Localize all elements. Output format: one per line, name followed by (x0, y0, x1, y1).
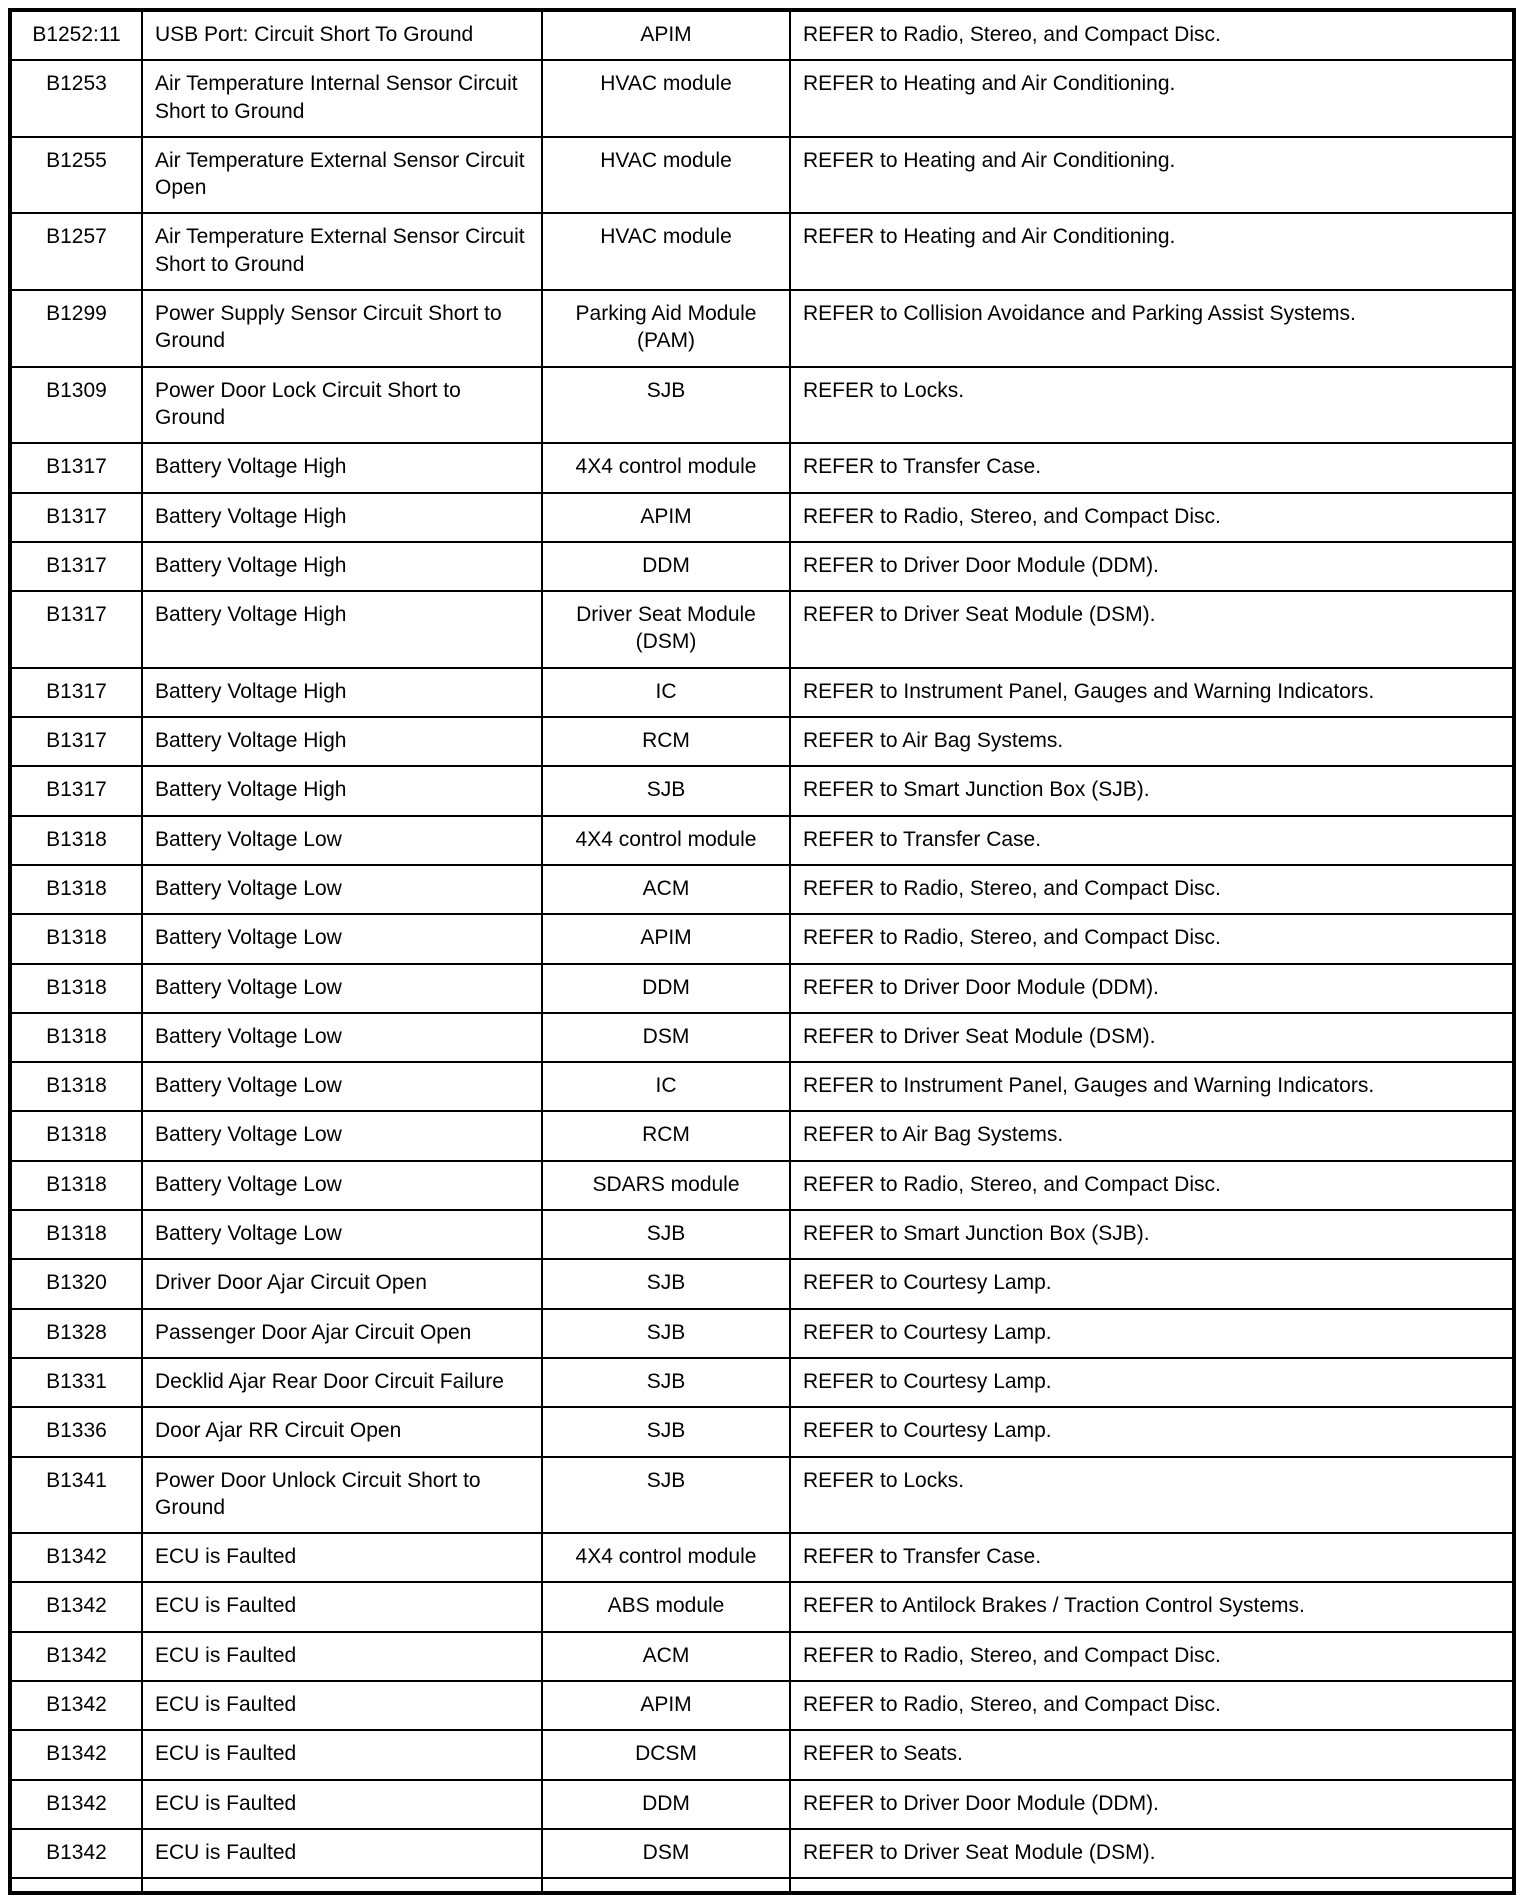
dtc-action-cell: REFER to Collision Avoidance and Parking Assist Systems. (790, 290, 1514, 367)
dtc-action-cell: REFER to Radio, Stereo, and Compact Disc. (790, 10, 1514, 60)
dtc-code-cell: B1318 (10, 1013, 142, 1062)
dtc-action-cell: REFER to Smart Junction Box (SJB). (790, 766, 1514, 815)
dtc-action-cell: REFER to Seats. (790, 1730, 1514, 1779)
dtc-module-cell: SJB (542, 1358, 790, 1407)
dtc-description-cell: Power Door Unlock Circuit Short to Ground (142, 1457, 542, 1534)
dtc-description-cell: Battery Voltage High (142, 542, 542, 591)
dtc-description-cell: ECU is Faulted (142, 1582, 542, 1631)
dtc-description-cell: Battery Voltage High (142, 591, 542, 668)
partial-cutoff-row (10, 1878, 1514, 1893)
table-row (10, 1161, 1514, 1210)
dtc-description-cell: Battery Voltage Low (142, 865, 542, 914)
table-row (10, 1407, 1514, 1456)
dtc-action-cell: REFER to Instrument Panel, Gauges and Warning Indicators. (790, 1062, 1514, 1111)
dtc-module-cell: SJB (542, 1259, 790, 1308)
table-row (10, 290, 1514, 367)
dtc-action-cell: REFER to Radio, Stereo, and Compact Disc. (790, 865, 1514, 914)
dtc-module-cell: IC (542, 668, 790, 717)
dtc-description-cell: Battery Voltage Low (142, 1210, 542, 1259)
table-row (10, 914, 1514, 963)
dtc-description-cell: Driver Door Ajar Circuit Open (142, 1259, 542, 1308)
dtc-action-cell: REFER to Courtesy Lamp. (790, 1407, 1514, 1456)
dtc-action-cell: REFER to Driver Door Module (DDM). (790, 1780, 1514, 1829)
dtc-code-cell: B1253 (10, 60, 142, 137)
table-row (10, 766, 1514, 815)
dtc-code-cell: B1342 (10, 1829, 142, 1878)
dtc-description-cell: Passenger Door Ajar Circuit Open (142, 1309, 542, 1358)
dtc-code-cell: B1309 (10, 367, 142, 444)
dtc-module-cell: 4X4 control module (542, 443, 790, 492)
dtc-code-cell: B1317 (10, 542, 142, 591)
table-row (10, 542, 1514, 591)
dtc-description-cell: Battery Voltage Low (142, 816, 542, 865)
dtc-action-cell: REFER to Transfer Case. (790, 1533, 1514, 1582)
dtc-action-cell: REFER to Driver Seat Module (DSM). (790, 1013, 1514, 1062)
dtc-module-cell: SJB (542, 1457, 790, 1534)
dtc-module-cell: DCSM (542, 1730, 790, 1779)
dtc-description-cell: Battery Voltage High (142, 766, 542, 815)
table-row (10, 717, 1514, 766)
dtc-action-cell: REFER to Radio, Stereo, and Compact Disc. (790, 914, 1514, 963)
table-row (10, 1632, 1514, 1681)
dtc-description-cell: ECU is Faulted (142, 1730, 542, 1779)
dtc-description-cell: Air Temperature External Sensor Circuit Short to Ground (142, 213, 542, 290)
dtc-module-cell: SJB (542, 1407, 790, 1456)
dtc-action-cell: REFER to Courtesy Lamp. (790, 1309, 1514, 1358)
dtc-description-cell: Battery Voltage Low (142, 1161, 542, 1210)
table-row (10, 493, 1514, 542)
dtc-action-cell: REFER to Radio, Stereo, and Compact Disc. (790, 1161, 1514, 1210)
empty-cell (790, 1878, 1514, 1893)
dtc-description-cell: Door Ajar RR Circuit Open (142, 1407, 542, 1456)
dtc-description-cell: Decklid Ajar Rear Door Circuit Failure (142, 1358, 542, 1407)
dtc-code-cell: B1336 (10, 1407, 142, 1456)
dtc-module-cell: 4X4 control module (542, 816, 790, 865)
dtc-action-cell: REFER to Heating and Air Conditioning. (790, 60, 1514, 137)
dtc-description-cell: ECU is Faulted (142, 1681, 542, 1730)
dtc-code-cell: B1317 (10, 443, 142, 492)
dtc-module-cell: IC (542, 1062, 790, 1111)
table-row (10, 816, 1514, 865)
dtc-description-cell: ECU is Faulted (142, 1829, 542, 1878)
dtc-code-cell: B1342 (10, 1730, 142, 1779)
dtc-code-cell: B1318 (10, 914, 142, 963)
dtc-description-cell: Battery Voltage High (142, 493, 542, 542)
dtc-action-cell: REFER to Air Bag Systems. (790, 1111, 1514, 1160)
dtc-code-cell: B1318 (10, 1161, 142, 1210)
dtc-code-cell: B1318 (10, 1210, 142, 1259)
dtc-module-cell: 4X4 control module (542, 1533, 790, 1582)
dtc-code-cell: B1328 (10, 1309, 142, 1358)
dtc-module-cell: Driver Seat Module (DSM) (542, 591, 790, 668)
dtc-module-cell: ABS module (542, 1582, 790, 1631)
dtc-description-cell: ECU is Faulted (142, 1632, 542, 1681)
dtc-code-cell: B1342 (10, 1681, 142, 1730)
dtc-code-cell: B1255 (10, 137, 142, 214)
dtc-code-cell: B1318 (10, 1062, 142, 1111)
empty-cell (142, 1878, 542, 1893)
dtc-code-cell: B1320 (10, 1259, 142, 1308)
dtc-code-cell: B1341 (10, 1457, 142, 1534)
table-row (10, 1259, 1514, 1308)
dtc-module-cell: SJB (542, 367, 790, 444)
dtc-module-cell: Parking Aid Module (PAM) (542, 290, 790, 367)
dtc-action-cell: REFER to Driver Door Module (DDM). (790, 542, 1514, 591)
dtc-description-cell: Battery Voltage Low (142, 1062, 542, 1111)
dtc-description-cell: Battery Voltage High (142, 668, 542, 717)
dtc-code-cell: B1342 (10, 1632, 142, 1681)
dtc-action-cell: REFER to Courtesy Lamp. (790, 1358, 1514, 1407)
dtc-description-cell: Battery Voltage High (142, 443, 542, 492)
dtc-table-body (10, 10, 1514, 1893)
table-row (10, 1210, 1514, 1259)
table-row (10, 1582, 1514, 1631)
dtc-code-cell: B1342 (10, 1582, 142, 1631)
dtc-module-cell: HVAC module (542, 213, 790, 290)
dtc-code-cell: B1299 (10, 290, 142, 367)
dtc-module-cell: SJB (542, 1309, 790, 1358)
dtc-description-cell: Air Temperature External Sensor Circuit Open (142, 137, 542, 214)
dtc-code-cell: B1318 (10, 816, 142, 865)
table-row (10, 443, 1514, 492)
table-row (10, 1309, 1514, 1358)
table-row (10, 213, 1514, 290)
dtc-module-cell: DDM (542, 1780, 790, 1829)
dtc-description-cell: Power Supply Sensor Circuit Short to Ground (142, 290, 542, 367)
dtc-description-cell: Battery Voltage Low (142, 964, 542, 1013)
table-row (10, 137, 1514, 214)
table-row (10, 60, 1514, 137)
empty-cell (10, 1878, 142, 1893)
dtc-action-cell: REFER to Heating and Air Conditioning. (790, 213, 1514, 290)
dtc-module-cell: RCM (542, 717, 790, 766)
dtc-description-cell: ECU is Faulted (142, 1780, 542, 1829)
table-row (10, 1111, 1514, 1160)
dtc-action-cell: REFER to Radio, Stereo, and Compact Disc. (790, 1632, 1514, 1681)
dtc-code-cell: B1342 (10, 1533, 142, 1582)
dtc-action-cell: REFER to Smart Junction Box (SJB). (790, 1210, 1514, 1259)
dtc-action-cell: REFER to Locks. (790, 367, 1514, 444)
dtc-code-cell: B1252:11 (10, 10, 142, 60)
table-row (10, 1829, 1514, 1878)
table-row (10, 591, 1514, 668)
table-row (10, 1730, 1514, 1779)
dtc-description-cell: Air Temperature Internal Sensor Circuit Short to Ground (142, 60, 542, 137)
dtc-code-cell: B1317 (10, 493, 142, 542)
dtc-action-cell: REFER to Locks. (790, 1457, 1514, 1534)
dtc-action-cell: REFER to Antilock Brakes / Traction Control Systems. (790, 1582, 1514, 1631)
dtc-module-cell: SDARS module (542, 1161, 790, 1210)
dtc-action-cell: REFER to Transfer Case. (790, 816, 1514, 865)
table-row (10, 865, 1514, 914)
dtc-code-cell: B1317 (10, 591, 142, 668)
dtc-description-cell: Battery Voltage Low (142, 1111, 542, 1160)
dtc-module-cell: DDM (542, 542, 790, 591)
dtc-action-cell: REFER to Driver Seat Module (DSM). (790, 591, 1514, 668)
dtc-code-cell: B1318 (10, 1111, 142, 1160)
table-row (10, 1681, 1514, 1730)
table-row (10, 1062, 1514, 1111)
dtc-module-cell: HVAC module (542, 137, 790, 214)
table-row (10, 1533, 1514, 1582)
table-row (10, 964, 1514, 1013)
table-row (10, 1780, 1514, 1829)
dtc-module-cell: ACM (542, 865, 790, 914)
table-row (10, 1358, 1514, 1407)
dtc-module-cell: APIM (542, 10, 790, 60)
dtc-module-cell: APIM (542, 493, 790, 542)
dtc-description-cell: USB Port: Circuit Short To Ground (142, 10, 542, 60)
dtc-module-cell: DDM (542, 964, 790, 1013)
dtc-action-cell: REFER to Radio, Stereo, and Compact Disc. (790, 1681, 1514, 1730)
dtc-description-cell: Power Door Lock Circuit Short to Ground (142, 367, 542, 444)
dtc-module-cell: APIM (542, 914, 790, 963)
dtc-code-cell: B1317 (10, 717, 142, 766)
dtc-code-cell: B1331 (10, 1358, 142, 1407)
dtc-action-cell: REFER to Driver Door Module (DDM). (790, 964, 1514, 1013)
dtc-action-cell: REFER to Courtesy Lamp. (790, 1259, 1514, 1308)
table-row (10, 1457, 1514, 1534)
dtc-module-cell: HVAC module (542, 60, 790, 137)
dtc-module-cell: ACM (542, 1632, 790, 1681)
dtc-action-cell: REFER to Heating and Air Conditioning. (790, 137, 1514, 214)
dtc-action-cell: REFER to Transfer Case. (790, 443, 1514, 492)
table-row (10, 1013, 1514, 1062)
dtc-description-cell: ECU is Faulted (142, 1533, 542, 1582)
dtc-code-cell: B1317 (10, 766, 142, 815)
dtc-description-cell: Battery Voltage High (142, 717, 542, 766)
dtc-module-cell: SJB (542, 1210, 790, 1259)
dtc-module-cell: RCM (542, 1111, 790, 1160)
dtc-description-cell: Battery Voltage Low (142, 914, 542, 963)
table-row (10, 367, 1514, 444)
dtc-module-cell: SJB (542, 766, 790, 815)
dtc-action-cell: REFER to Instrument Panel, Gauges and Warning Indicators. (790, 668, 1514, 717)
dtc-code-cell: B1317 (10, 668, 142, 717)
dtc-module-cell: DSM (542, 1013, 790, 1062)
dtc-module-cell: APIM (542, 1681, 790, 1730)
dtc-code-cell: B1257 (10, 213, 142, 290)
empty-cell (542, 1878, 790, 1893)
dtc-code-cell: B1318 (10, 865, 142, 914)
table-row (10, 10, 1514, 60)
dtc-action-cell: REFER to Driver Seat Module (DSM). (790, 1829, 1514, 1878)
table-row (10, 668, 1514, 717)
dtc-module-cell: DSM (542, 1829, 790, 1878)
dtc-code-cell: B1318 (10, 964, 142, 1013)
dtc-action-cell: REFER to Radio, Stereo, and Compact Disc. (790, 493, 1514, 542)
dtc-action-cell: REFER to Air Bag Systems. (790, 717, 1514, 766)
dtc-description-cell: Battery Voltage Low (142, 1013, 542, 1062)
dtc-code-cell: B1342 (10, 1780, 142, 1829)
dtc-code-table (8, 8, 1516, 1895)
